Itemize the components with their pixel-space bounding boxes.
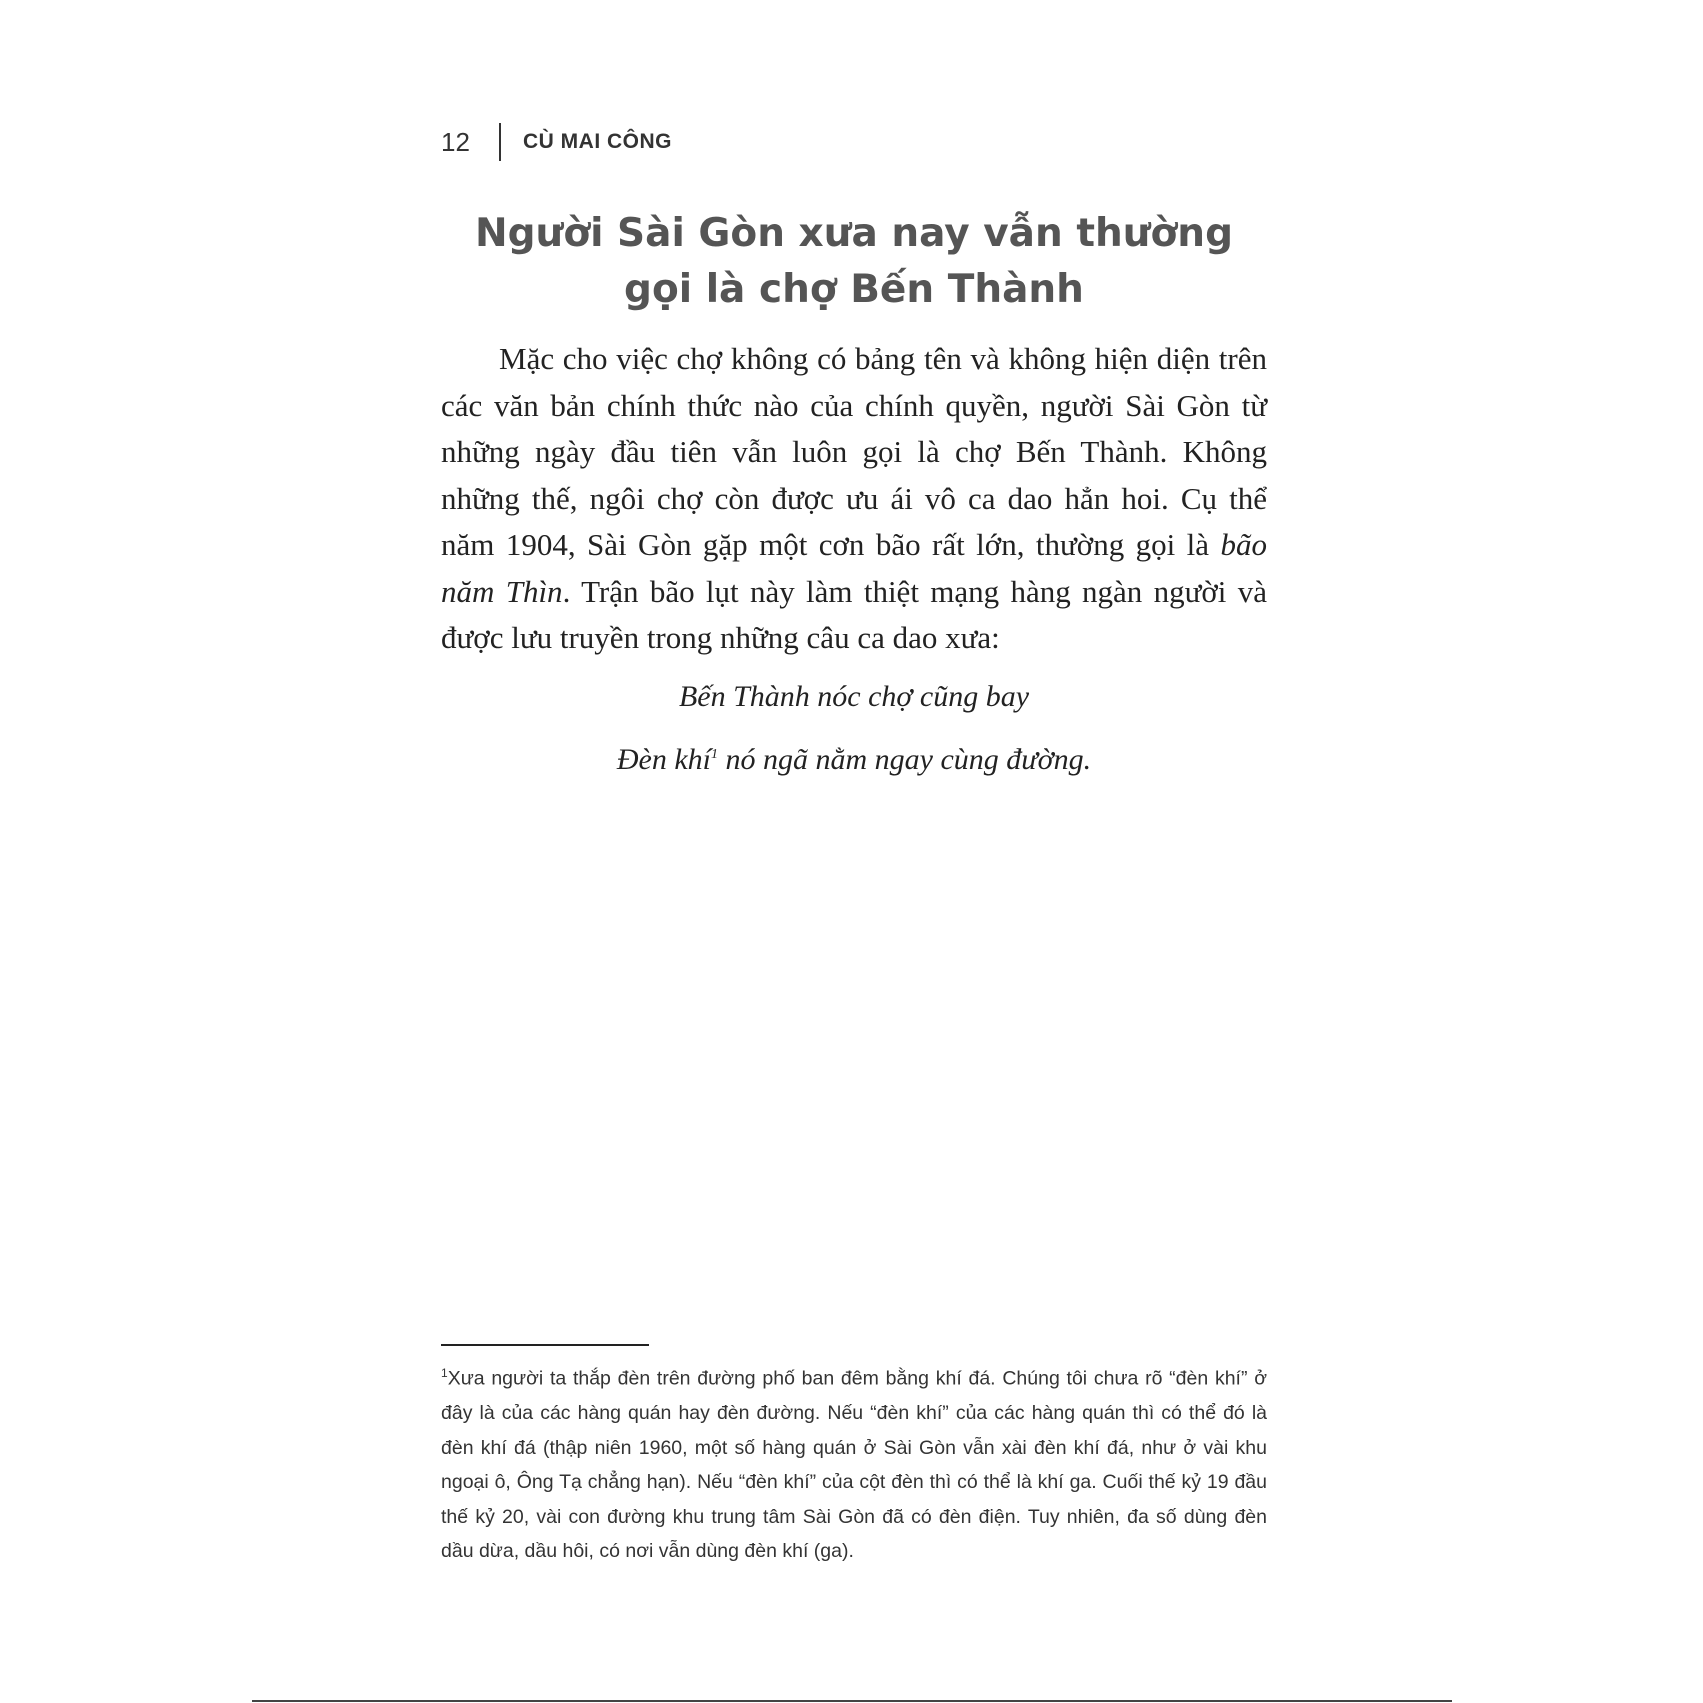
running-head — [441, 122, 672, 162]
page-bottom-edge — [252, 1700, 1452, 1702]
body-italic-term: bão năm Thìn — [441, 527, 1267, 609]
section-title-line-2: gọi là chợ Bến Thành — [624, 267, 1084, 312]
body-text-end: . Trận bão lụt này làm thiệt mạng hàng ngàn người và được lưu truyền trong những câu ca dao xưa: — [441, 573, 1267, 655]
verse-line-1: Bến Thành nóc chợ cũng bay — [678, 680, 1030, 713]
author-name: CÙ MAI CÔNG — [523, 130, 672, 153]
header-divider — [499, 123, 501, 161]
footnote — [441, 1356, 1267, 1569]
section-title — [441, 206, 1267, 318]
body-text-start: Mặc cho việc chợ không có bảng tên và không hiện diện trên các văn bản chính thức nào của chính quyền, người Sài Gòn từ những ngày đầu tiên vẫn luôn gọi là chợ Bến Thành. Không những thế, ngôi chợ còn được ưu ái vô ca dao hẳn hoi. Cụ thể năm 1904, Sài Gòn gặp một cơn bão rất lớn, thường gọi là — [441, 341, 1267, 562]
verse-line-2-end: nó ngã nằm ngay cùng đường. — [717, 743, 1092, 776]
footnote-marker: 1 — [441, 1366, 448, 1380]
footnote-text: Xưa người ta thắp đèn trên đường phố ban đêm bằng khí đá. Chúng tôi chưa rõ “đèn khí” ở đây là của các hàng quán hay đèn đường. Nếu “đèn khí” của các hàng quán thì có thể đó là đèn khí đá (thập niên 1960, một số hàng quán ở Sài Gòn vẫn xài đèn khí đá, như ở vài khu ngoại ô, Ông Tạ chẳng hạn). Nếu “đèn khí” của cột đèn thì có thể là khí ga. Cuối thế kỷ 19 đầu thế kỷ 20, vài con đường khu trung tâm Sài Gòn đã có đèn điện. Tuy nhiên, đa số dùng đèn dầu dừa, dầu hôi, có nơi vẫn dùng đèn khí (ga). — [441, 1367, 1267, 1562]
body-paragraph — [441, 336, 1267, 662]
section-title-line-1: Người Sài Gòn xưa nay vẫn thường — [475, 211, 1233, 256]
page-number: 12 — [441, 126, 470, 157]
footnote-reference: 1 — [710, 747, 718, 762]
verse-line-2 — [441, 743, 1267, 777]
footnote-divider — [441, 1344, 649, 1346]
verse-line-2-start: Đèn khí — [616, 743, 711, 776]
